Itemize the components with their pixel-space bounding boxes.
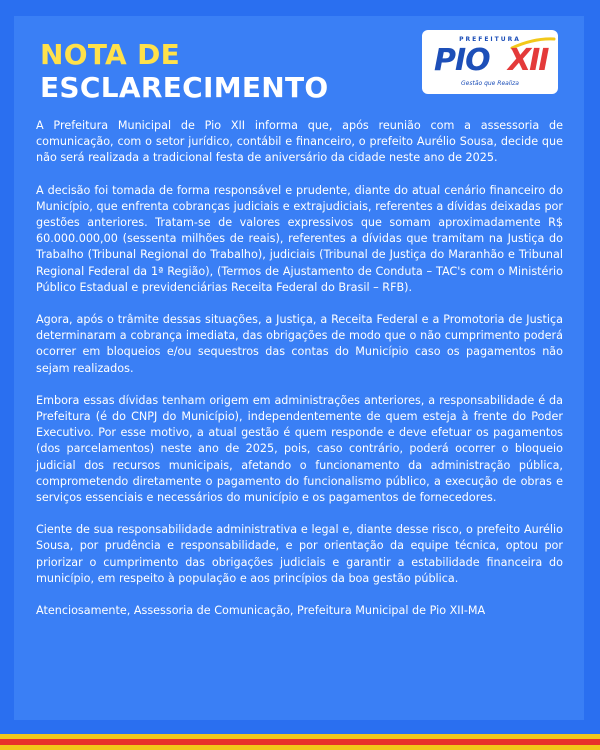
title-line-2: ESCLARECIMENTO	[40, 71, 329, 104]
flag-stripes	[0, 734, 600, 750]
paragraph-5: Ciente de sua responsabilidade administrativa e legal e, diante desse risco, o prefeito Aurélio Sousa, por prudência e responsabilidade, e por orientação da equipe técnica, optou por priorizar o cumprimento das obrigações judiciais e garantir a estabilidade financeira do município, em respeito à população e aos princípios da boa gestão pública.	[36, 523, 563, 585]
prefeitura-logo	[422, 30, 558, 94]
paragraph-4: Embora essas dívidas tenham origem em administrações anteriores, a responsabilidade é da Prefeitura (é do CNPJ do Município), independentemente de quem esteja à frente do Poder Executivo. Por esse motivo, a atual gestão é quem responde e deve efetuar os pagamentos (dos parcelamentos) neste ano de 2025, pois, caso contrário, poderá ocorrer o bloqueio judicial dos recursos municipais, afetando o funcionamento da administração pública, comprometendo diretamente o pagamento do funcionalismo público, a execução de obras e serviços essenciais e necessários do município e os pagamentos de fornecedores.	[36, 393, 563, 505]
logo-name: PIO	[434, 43, 490, 78]
paragraph-3: Agora, após o trâmite dessas situações, a Justiça, a Receita Federal e a Promotoria de Justiça determinaram a cobrança imediata, das obrigações de modo que o não cumprimento poderá ocorrer em bloqueios e/ou sequestros das contas do Município caso os pagamentos não sejam realizados.	[36, 313, 563, 375]
logo-numeral: XII	[508, 43, 548, 78]
logo-slogan: Gestão que Realiza	[461, 80, 519, 87]
paragraph-1: A Prefeitura Municipal de Pio XII informa que, após reunião com a assessoria de comunicação, com o setor jurídico, contábil e financeiro, o prefeito Aurélio Sousa, decide que não será realizada a tradicional festa de aniversário da cidade neste ano de 2025.	[36, 119, 563, 165]
paragraph-2: A decisão foi tomada de forma responsável e prudente, diante do atual cenário financeiro do Município, que enfrenta cobranças judiciais e extrajudiciais, referentes a dívidas deixadas por gestões anteriores. Tratam-se de valores expressivos que somam aproximadamente R$ 60.000.000,00 (sessenta milhões de reais), referentes a dívidas que tramitam na Justiça do Trabalho (Tribunal Regional do Trabalho), judiciais (Tribunal de Justiça do Maranhão e Tribunal Regional Federal da 1ª Região), (Termos de Ajustamento de Conduta – TAC's com o Ministério Público Estadual e previdenciárias Receita Federal do Brasil – RFB).	[36, 183, 563, 294]
title-line-1: NOTA DE	[40, 38, 181, 71]
stripe-yellow-bottom	[0, 745, 600, 750]
notice-body	[36, 118, 563, 635]
page-title	[40, 38, 329, 104]
logo-prefeitura-label: PREFEITURA	[459, 36, 521, 43]
signature: Atenciosamente, Assessoria de Comunicação, Prefeitura Municipal de Pio XII-MA	[36, 604, 486, 618]
